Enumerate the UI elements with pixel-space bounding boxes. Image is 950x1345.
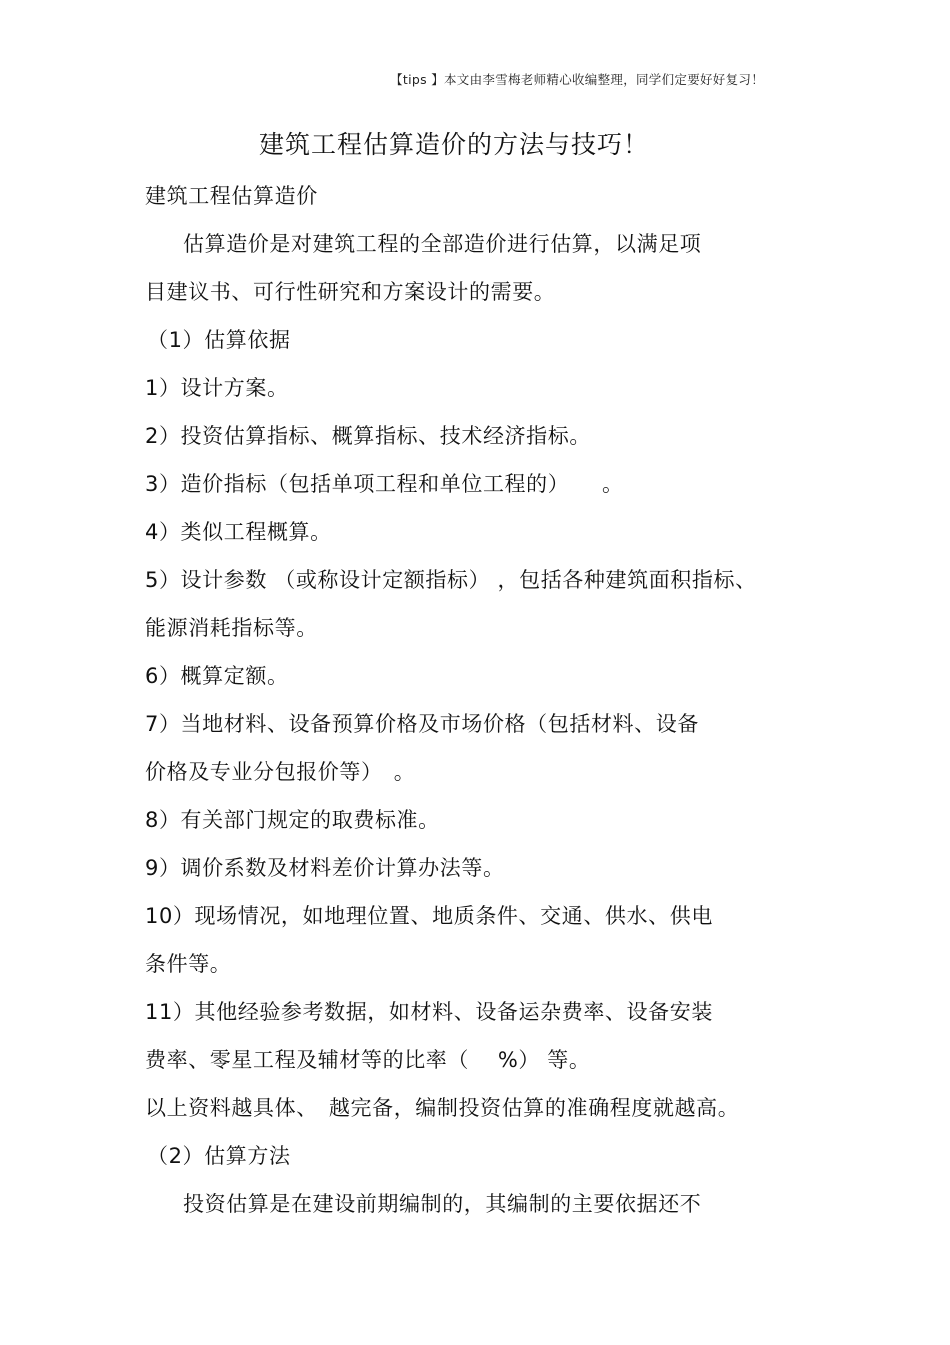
list-item-continuation: 能源消耗指标等。 (145, 616, 318, 640)
basis-heading: （1）估算依据 (147, 328, 291, 352)
method-text: 投资估算是在建设前期编制的，其编制的主要依据还不 (183, 1192, 702, 1216)
list-item: 8）有关部门规定的取费标准。 (145, 808, 440, 832)
tips-header: 【tips 】本文由李雪梅老师精心收编整理，同学们定要好好复习！ (390, 72, 764, 87)
list-item-continuation: 价格及专业分包报价等） 。 (145, 760, 416, 784)
list-item: 5）设计参数 （或称设计定额指标） ，包括各种建筑面积指标、 (145, 568, 757, 592)
list-item-continuation: 条件等。 (145, 952, 232, 976)
summary-line: 以上资料越具体、 越完备，编制投资估算的准确程度就越高。 (145, 1096, 740, 1120)
list-item: 2）投资估算指标、概算指标、技术经济指标。 (145, 424, 591, 448)
list-item: 3）造价指标（包括单项工程和单位工程的） 。 (145, 472, 624, 496)
list-item: 4）类似工程概算。 (145, 520, 332, 544)
list-item: 6）概算定额。 (145, 664, 289, 688)
document-title: 建筑工程估算造价的方法与技巧！ (258, 130, 649, 159)
list-item: 9）调价系数及材料差价计算办法等。 (145, 856, 505, 880)
list-item: 10）现场情况，如地理位置、地质条件、交通、供水、供电 (145, 904, 713, 928)
list-item: 1）设计方案。 (145, 376, 289, 400)
section-heading: 建筑工程估算造价 (145, 184, 318, 208)
list-item-continuation: 费率、零星工程及辅材等的比率（ %） 等。 (145, 1048, 591, 1072)
intro-line-1: 估算造价是对建筑工程的全部造价进行估算，以满足项 (183, 232, 702, 256)
intro-line-2: 目建议书、可行性研究和方案设计的需要。 (145, 280, 556, 304)
method-heading: （2）估算方法 (147, 1144, 291, 1168)
list-item: 11）其他经验参考数据，如材料、设备运杂费率、设备安装 (145, 1000, 713, 1024)
list-item: 7）当地材料、设备预算价格及市场价格（包括材料、设备 (145, 712, 699, 736)
